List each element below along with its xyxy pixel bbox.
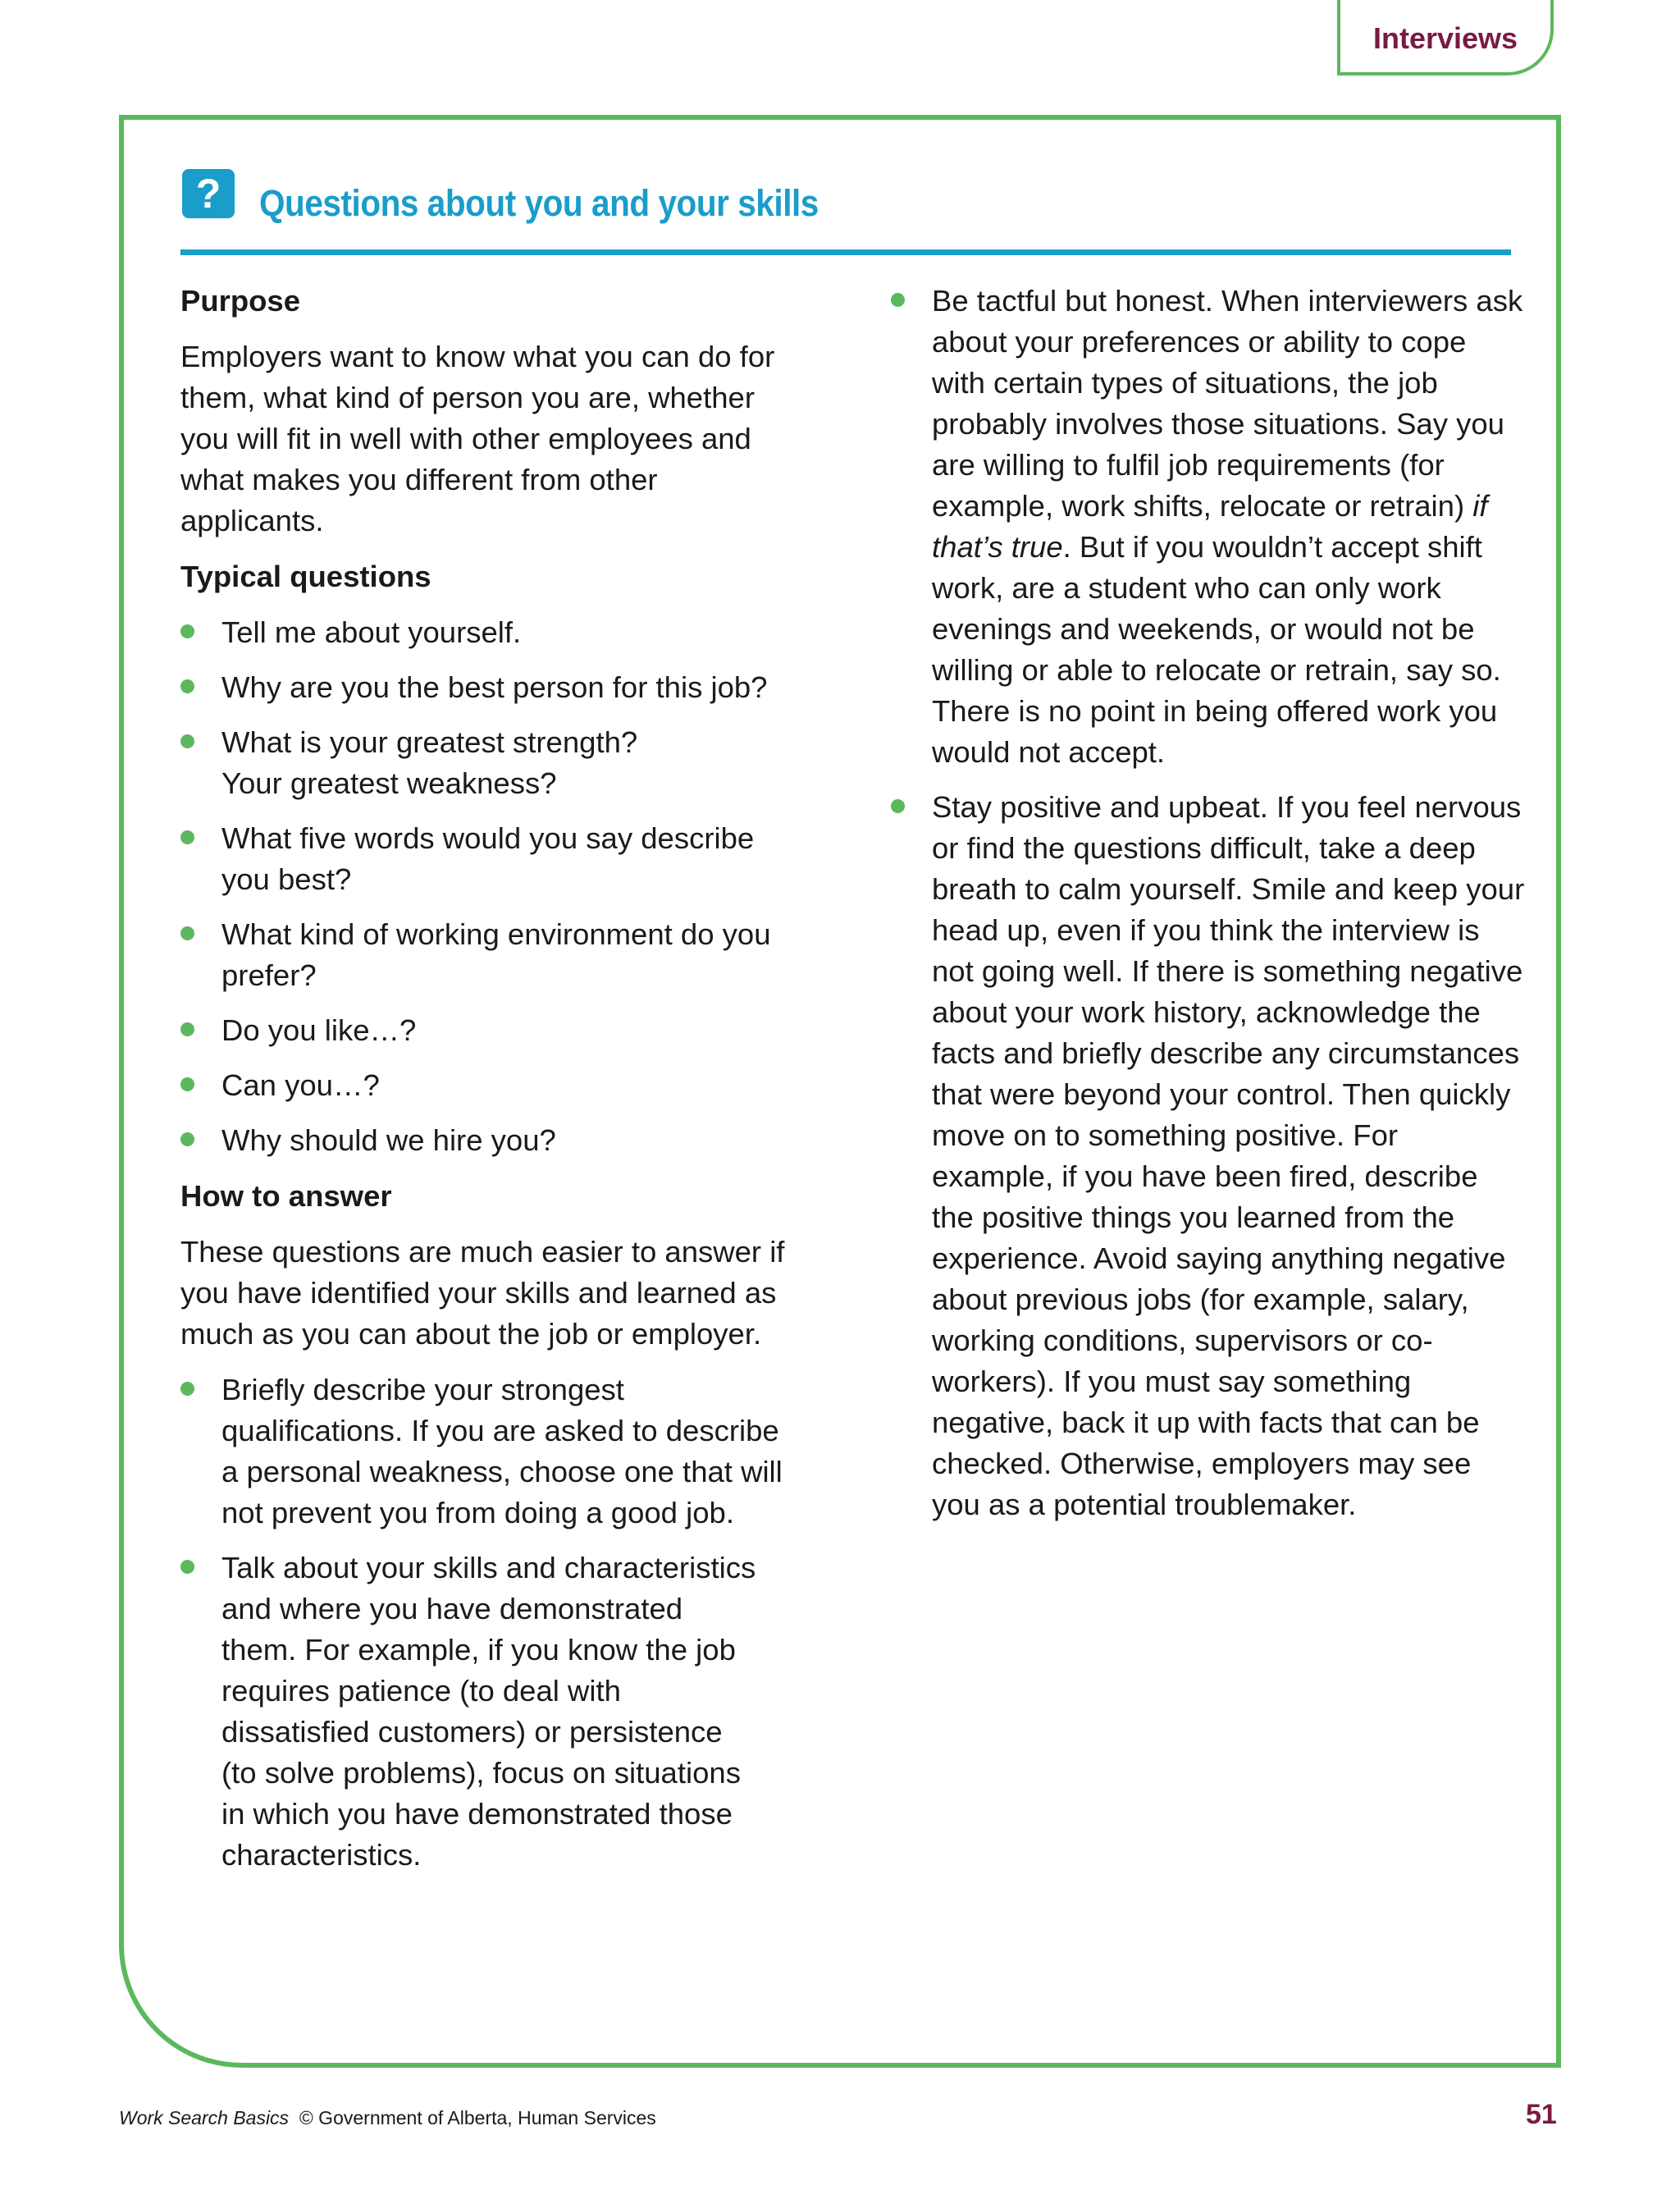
bullet-icon xyxy=(180,1382,194,1396)
bullet-icon xyxy=(180,830,194,844)
footer-credit xyxy=(119,2107,656,2129)
list-item: Stay positive and upbeat. If you feel nervous or find the questions difficult, take a deep breath to calm yourself. Smile and keep your head up, even if you think the interview is not going well. If there is something negative about your work history, acknowledge the facts and briefly describe any circumstances that were beyond your control. Then quickly move on to something positive. For example, if you have been fired, describe the positive things you learned from the experience. Avoid saying anything negative about previous jobs (for example, salary, working conditions, supervisors or co-workers). If you must say something negative, back it up with facts that can be checked. Otherwise, employers may see you as a potential troublemaker. xyxy=(891,787,1527,1525)
list-item: Why are you the best person for this job? xyxy=(180,667,804,708)
list-item: Be tactful but honest. When interviewers ask about your preferences or ability to cope with certain types of situations, the job probably involves those situations. Say you are willing to fulfil job requirements (for example, work shifts, relocate or retrain) if that’s true. But if you wouldn’t accept shift work, are a student who can only work evenings and weekends, or would not be willing or able to relocate or retrain, say so. There is no point in being offered work you would not accept. xyxy=(891,281,1527,773)
list-item: What kind of working environment do you prefer? xyxy=(180,914,796,996)
publication-title: Work Search Basics xyxy=(119,2107,290,2128)
list-item: Tell me about yourself. xyxy=(180,612,804,653)
bullet-icon xyxy=(180,624,194,638)
right-tips-list xyxy=(891,281,1527,1525)
list-item: What is your greatest strength? Your greatest weakness? xyxy=(180,722,640,804)
how-to-answer-heading: How to answer xyxy=(180,1179,392,1213)
section-tab xyxy=(1337,0,1554,75)
list-item: What five words would you say describe you best? xyxy=(180,818,796,900)
typical-questions-list xyxy=(180,612,804,1161)
bullet-icon xyxy=(891,799,905,813)
bullet-icon xyxy=(180,679,194,693)
list-item: Can you…? xyxy=(180,1065,804,1106)
list-item: Why should we hire you? xyxy=(180,1120,804,1161)
list-item: Talk about your skills and characteristics and where you have demonstrated them. For example, if you know the job requires patience (to deal with dissatisfied customers) or persistence (to solve problems), focus on situations in which you have demonstrated those characteristics. xyxy=(180,1548,763,1876)
list-item: Briefly describe your strongest qualifications. If you are asked to describe a personal weakness, choose one that will not prevent you from doing a good job. xyxy=(180,1369,804,1534)
bullet-icon xyxy=(180,1560,194,1574)
how-to-answer-text: These questions are much easier to answer if you have identified your skills and learned as much as you can about the job or employer. xyxy=(180,1235,785,1351)
copyright-text: © Government of Alberta, Human Services xyxy=(299,2107,656,2128)
purpose-heading: Purpose xyxy=(180,284,301,318)
bullet-icon xyxy=(891,293,905,307)
section-tab-label: Interviews xyxy=(1373,21,1518,55)
bullet-icon xyxy=(180,1132,194,1146)
list-item: Do you like…? xyxy=(180,1010,804,1051)
bullet-icon xyxy=(180,1022,194,1036)
answer-tips-list xyxy=(180,1369,804,1876)
purpose-text: Employers want to know what you can do for them, what kind of person you are, whether you will fit in well with other employees and what makes you different from other applicants. xyxy=(180,340,775,537)
page-number: 51 xyxy=(1526,2099,1557,2130)
bullet-icon xyxy=(180,926,194,940)
bullet-icon xyxy=(180,1077,194,1091)
right-column xyxy=(891,281,1527,1540)
section-title: Questions about you and your skills xyxy=(259,182,819,224)
bullet-icon xyxy=(180,734,194,748)
typical-questions-heading: Typical questions xyxy=(180,560,431,593)
question-mark-icon: ? xyxy=(182,169,235,218)
title-divider xyxy=(180,249,1511,255)
left-column xyxy=(180,281,804,1891)
